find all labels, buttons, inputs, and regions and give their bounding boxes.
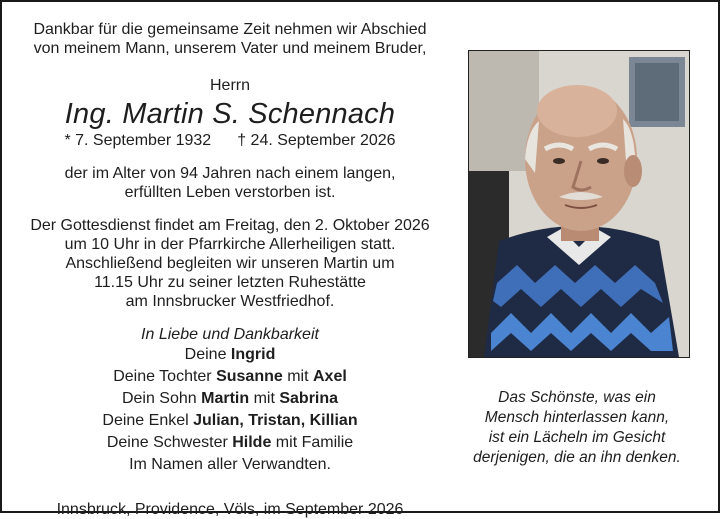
birth-date: * 7. September 1932: [64, 132, 212, 149]
intro-line-1: Dankbar für die gemeinsame Zeit nehmen wir Abschied: [33, 21, 427, 38]
death-date: † 24. September 2026: [237, 132, 396, 149]
family-line: Im Namen aller Verwandten.: [129, 456, 331, 473]
quote-line: Mensch hinterlassen kann,: [484, 409, 670, 426]
deceased-name: Ing. Martin S. Schennach: [64, 98, 396, 130]
family-line: Deine Enkel Julian, Tristan, Killian: [102, 412, 358, 429]
love-line: In Liebe und Dankbarkeit: [141, 326, 319, 343]
family-line: Dein Sohn Martin mit Sabrina: [121, 390, 339, 407]
obituary-text: [10, 20, 450, 519]
portrait-photo: [468, 50, 690, 358]
memorial-quote: [464, 388, 690, 468]
intro-line-2: von meinem Mann, unserem Vater und meinem Bruder,: [33, 40, 427, 57]
closing-line: Innsbruck, Providence, Völs, im September 2026: [56, 501, 404, 518]
quote-line: ist ein Lächeln im Gesicht: [488, 429, 666, 446]
life-dates: [10, 131, 450, 150]
family-line: Deine Ingrid: [184, 346, 276, 363]
service-line: Anschließend begleiten wir unseren Martin um: [65, 255, 395, 272]
service-line: 11.15 Uhr zu seiner letzten Ruhestätte: [94, 274, 366, 291]
age-text: [10, 164, 450, 202]
age-text-line: erfüllten Leben verstorben ist.: [124, 184, 336, 201]
quote-line: derjenigen, die an ihn denken.: [473, 449, 681, 466]
service-line: um 10 Uhr in der Pfarrkirche Allerheiligen statt.: [64, 236, 396, 253]
service-line: Der Gottesdienst findet am Freitag, den 2. Oktober 2026: [30, 217, 430, 234]
family-line: Deine Schwester Hilde mit Familie: [106, 434, 354, 451]
family-line: Deine Tochter Susanne mit Axel: [113, 368, 347, 385]
service-info: [10, 216, 450, 311]
family-list: [10, 344, 450, 476]
age-text-line: der im Alter von 94 Jahren nach einem langen,: [64, 165, 396, 182]
service-line: am Innsbrucker Westfriedhof.: [125, 293, 335, 310]
quote-line: Das Schönste, was ein: [498, 389, 656, 406]
salutation: Herrn: [209, 77, 250, 94]
